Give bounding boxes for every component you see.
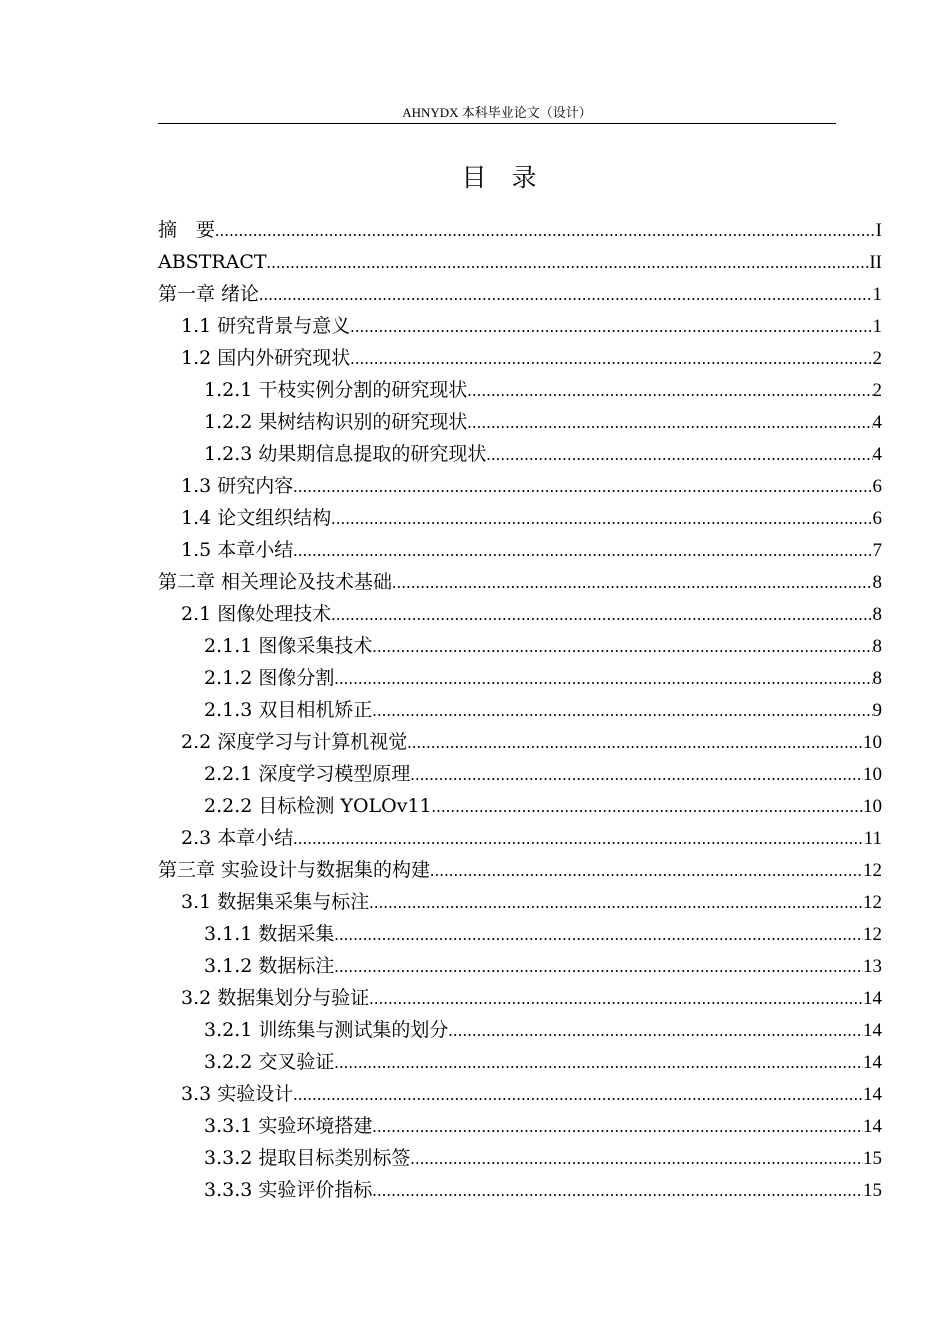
toc-dot-leader — [467, 375, 872, 407]
toc-entry-title: 3.3.2 提取目标类别标签 — [204, 1147, 411, 1169]
toc-page-number: II — [869, 252, 882, 273]
toc-page-number: 7 — [872, 540, 882, 561]
toc-entry-title: 2.1 图像处理技术 — [181, 603, 332, 625]
toc-entry[interactable] — [158, 278, 882, 310]
toc-entry-title: 1.4 论文组织结构 — [181, 507, 332, 529]
toc-entry-title: 1.2.3 幼果期信息提取的研究现状 — [204, 443, 487, 465]
toc-dot-leader — [331, 599, 872, 631]
toc-page-number: 14 — [863, 988, 882, 1009]
toc-entry-title: 摘 要 — [158, 219, 216, 241]
toc-entry[interactable] — [158, 1078, 882, 1110]
toc-entry-title: 1.2.1 干枝实例分割的研究现状 — [204, 379, 468, 401]
toc-entry-title: 2.2.2 目标检测 YOLOv11 — [204, 795, 432, 817]
toc-entry-title: 3.3.3 实验评价指标 — [204, 1179, 373, 1201]
toc-entry[interactable] — [158, 790, 882, 822]
toc-entry[interactable] — [158, 758, 882, 790]
toc-dot-leader — [410, 1143, 863, 1175]
toc-dot-leader — [350, 311, 872, 343]
toc-dot-leader — [259, 279, 872, 311]
toc-dot-leader — [410, 759, 863, 791]
toc-page-number: 4 — [872, 444, 882, 465]
toc-entry-title: 2.1.2 图像分割 — [204, 667, 335, 689]
toc-entry-title: 3.3.1 实验环境搭建 — [204, 1115, 373, 1137]
toc-entry[interactable] — [158, 950, 882, 982]
toc-dot-leader — [334, 663, 872, 695]
toc-entry-title: 1.2.2 果树结构识别的研究现状 — [204, 411, 468, 433]
toc-page-number: 1 — [872, 316, 882, 337]
toc-page-number: 12 — [863, 892, 882, 913]
toc-dot-leader — [331, 503, 872, 535]
toc-page-number: 1 — [872, 284, 882, 305]
toc-page-number: 15 — [863, 1148, 882, 1169]
toc-entry[interactable] — [158, 310, 882, 342]
toc-entry-title: 2.1.3 双目相机矫正 — [204, 699, 373, 721]
toc-entry[interactable] — [158, 726, 882, 758]
toc-entry[interactable] — [158, 1110, 882, 1142]
toc-entry-title: 1.5 本章小结 — [181, 539, 294, 561]
page-header: AHNYDX 本科毕业论文（设计） — [402, 105, 592, 120]
toc-entry-title: 3.1.1 数据采集 — [204, 923, 335, 945]
toc-entry-title: 1.1 研究背景与意义 — [181, 315, 351, 337]
toc-entry-title: 2.2 深度学习与计算机视觉 — [181, 731, 408, 753]
toc-entry[interactable] — [158, 854, 882, 886]
toc-entry[interactable] — [158, 982, 882, 1014]
toc-page-number: 8 — [872, 636, 882, 657]
toc-entry[interactable] — [158, 918, 882, 950]
toc-page-number: 9 — [872, 700, 882, 721]
toc-page-number: 8 — [872, 572, 882, 593]
toc-entry[interactable] — [158, 1174, 882, 1206]
toc-page-number: 14 — [863, 1052, 882, 1073]
toc-dot-leader — [430, 855, 863, 887]
toc-dot-leader — [293, 1079, 863, 1111]
toc-dot-leader — [486, 439, 872, 471]
header-divider — [158, 123, 836, 124]
toc-entry[interactable] — [158, 694, 882, 726]
toc-entry-title: 3.3 实验设计 — [181, 1083, 294, 1105]
toc-entry[interactable] — [158, 502, 882, 534]
toc-entry[interactable] — [158, 662, 882, 694]
toc-dot-leader — [334, 951, 863, 983]
toc-entry-title: 3.2 数据集划分与验证 — [181, 987, 370, 1009]
toc-entry[interactable] — [158, 470, 882, 502]
toc-page-number: 10 — [863, 732, 882, 753]
toc-page-number: 14 — [863, 1020, 882, 1041]
toc-page-number: 14 — [863, 1084, 882, 1105]
toc-entry[interactable] — [158, 214, 882, 246]
toc-entry[interactable] — [158, 822, 882, 854]
toc-page-number: 8 — [872, 668, 882, 689]
toc-entry[interactable] — [158, 598, 882, 630]
toc-title: 目 录 — [461, 163, 537, 192]
toc-dot-leader — [392, 567, 872, 599]
toc-entry-title: 1.2 国内外研究现状 — [181, 347, 351, 369]
toc-dot-leader — [467, 407, 872, 439]
toc-dot-leader — [369, 983, 863, 1015]
toc-entry-title: 2.3 本章小结 — [181, 827, 294, 849]
toc-page-number: 6 — [872, 508, 882, 529]
toc-dot-leader — [448, 1015, 863, 1047]
toc-page-number: 14 — [863, 1116, 882, 1137]
toc-page-number: 15 — [863, 1180, 882, 1201]
toc-dot-leader — [215, 215, 876, 247]
toc-entry-title: 2.1.1 图像采集技术 — [204, 635, 373, 657]
toc-entry-title: ABSTRACT — [158, 251, 267, 273]
toc-page-number: 10 — [863, 796, 882, 817]
toc-entry[interactable] — [158, 630, 882, 662]
toc-dot-leader — [334, 1047, 863, 1079]
toc-page-number: 13 — [863, 956, 882, 977]
toc-entry[interactable] — [158, 246, 882, 278]
toc-entry[interactable] — [158, 566, 882, 598]
toc-page-number: 12 — [863, 860, 882, 881]
toc-dot-leader — [372, 631, 872, 663]
toc-entry-title: 第三章 实验设计与数据集的构建 — [158, 859, 431, 881]
toc-dot-leader — [293, 535, 872, 567]
toc-page-number: 2 — [872, 380, 882, 401]
toc-dot-leader — [293, 823, 863, 855]
toc-entry-title: 3.1 数据集采集与标注 — [181, 891, 370, 913]
toc-entry[interactable] — [158, 534, 882, 566]
toc-entry[interactable] — [158, 406, 882, 438]
toc-entry[interactable] — [158, 1014, 882, 1046]
toc-entry[interactable] — [158, 374, 882, 406]
toc-entry[interactable] — [158, 886, 882, 918]
toc-dot-leader — [267, 247, 870, 279]
toc-page-number: 12 — [863, 924, 882, 945]
toc-page-number: 11 — [863, 828, 882, 849]
toc-entry-title: 2.2.1 深度学习模型原理 — [204, 763, 411, 785]
toc-entry-title: 3.2.2 交叉验证 — [204, 1051, 335, 1073]
toc-page-number: 4 — [872, 412, 882, 433]
toc-dot-leader — [372, 1111, 863, 1143]
toc-dot-leader — [372, 1175, 863, 1207]
toc-entry-title: 3.2.1 训练集与测试集的划分 — [204, 1019, 449, 1041]
toc-entry[interactable] — [158, 438, 882, 470]
toc-entry[interactable] — [158, 342, 882, 374]
table-of-contents — [158, 214, 882, 1206]
toc-dot-leader — [350, 343, 872, 375]
toc-entry-title: 第二章 相关理论及技术基础 — [158, 571, 393, 593]
toc-page-number: I — [875, 220, 882, 241]
toc-entry[interactable] — [158, 1046, 882, 1078]
toc-page-number: 10 — [863, 764, 882, 785]
toc-entry-title: 第一章 绪论 — [158, 283, 260, 305]
toc-entry-title: 3.1.2 数据标注 — [204, 955, 335, 977]
toc-page-number: 2 — [872, 348, 882, 369]
toc-page-number: 8 — [872, 604, 882, 625]
toc-page-number: 6 — [872, 476, 882, 497]
toc-dot-leader — [293, 471, 872, 503]
toc-dot-leader — [334, 919, 863, 951]
toc-dot-leader — [372, 695, 872, 727]
toc-entry[interactable] — [158, 1142, 882, 1174]
toc-entry-title: 1.3 研究内容 — [181, 475, 294, 497]
toc-dot-leader — [369, 887, 863, 919]
toc-dot-leader — [432, 791, 863, 823]
toc-dot-leader — [407, 727, 863, 759]
